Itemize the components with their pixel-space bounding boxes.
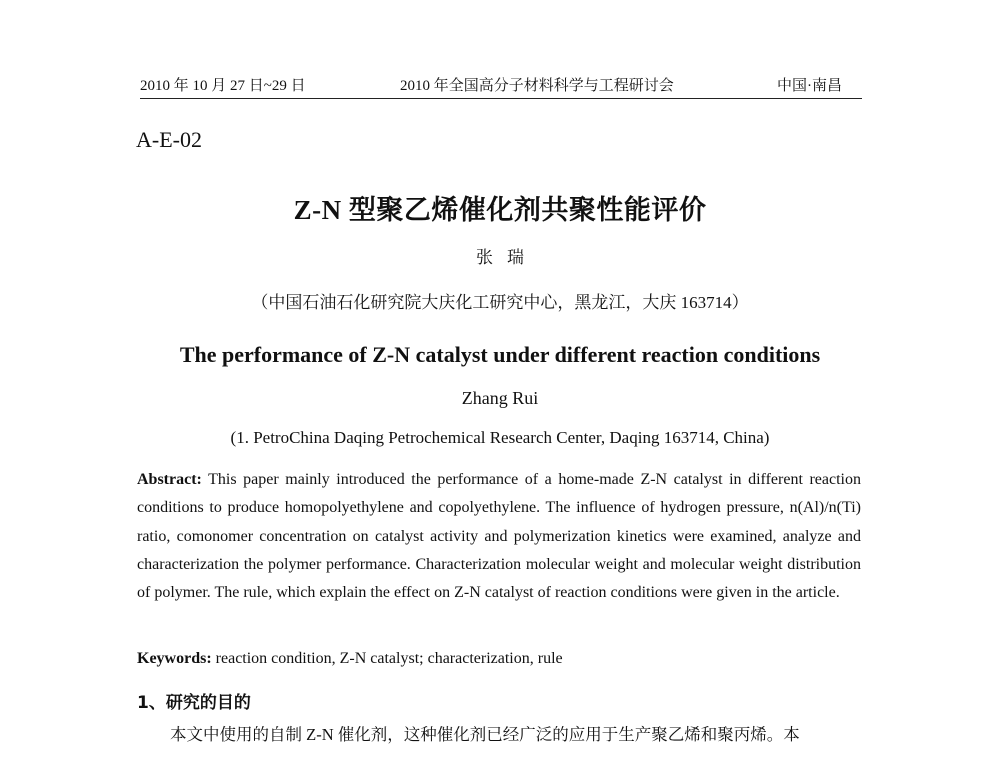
paper-code: A-E-02 <box>136 127 202 152</box>
body-paragraph: 本文中使用的自制 Z-N 催化剂，这种催化剂已经广泛的应用于生产聚乙烯和聚丙烯。本 <box>170 725 800 744</box>
keywords-text: reaction condition, Z-N catalyst; characterization, rule <box>215 650 563 667</box>
abstract-text: This paper mainly introduced the performance of a home-made Z-N catalyst in different reaction conditions to produce homopolyethylene and copolyethylene. The influence of hydrogen pressure, n(Al)/n(Ti) ratio, comonomer concentration on catalyst activity and polymerization kinetics were examined, analyze and characterization the polymer performance. Characterization molecular weight and molecular weight distribution of polymer. The rule, which explain the effect on Z-N catalyst of reaction conditions were given in the article. <box>137 471 861 602</box>
section-heading: 1、研究的目的 <box>137 693 251 713</box>
chinese-affiliation: （中国石油石化研究院大庆化工研究中心，黑龙江，大庆 163714） <box>251 293 749 312</box>
chinese-title: Z-N 型聚乙烯催化剂共聚性能评价 <box>293 195 707 225</box>
running-header <box>140 76 862 99</box>
keywords <box>137 648 861 670</box>
keywords-label: Keywords: <box>137 650 212 667</box>
header-date: 2010 年 10 月 27 日~29 日 <box>140 78 306 94</box>
english-title: The performance of Z-N catalyst under different reaction conditions <box>179 342 821 367</box>
abstract-label: Abstract: <box>137 471 202 488</box>
header-conference: 2010 年全国高分子材料科学与工程研讨会 <box>400 78 674 94</box>
header-location: 中国·南昌 <box>777 78 842 94</box>
english-author: Zhang Rui <box>461 388 539 408</box>
english-affiliation: (1. PetroChina Daqing Petrochemical Research Center, Daqing 163714, China) <box>230 428 770 447</box>
abstract <box>137 466 861 607</box>
chinese-author: 张瑞 <box>476 248 538 267</box>
